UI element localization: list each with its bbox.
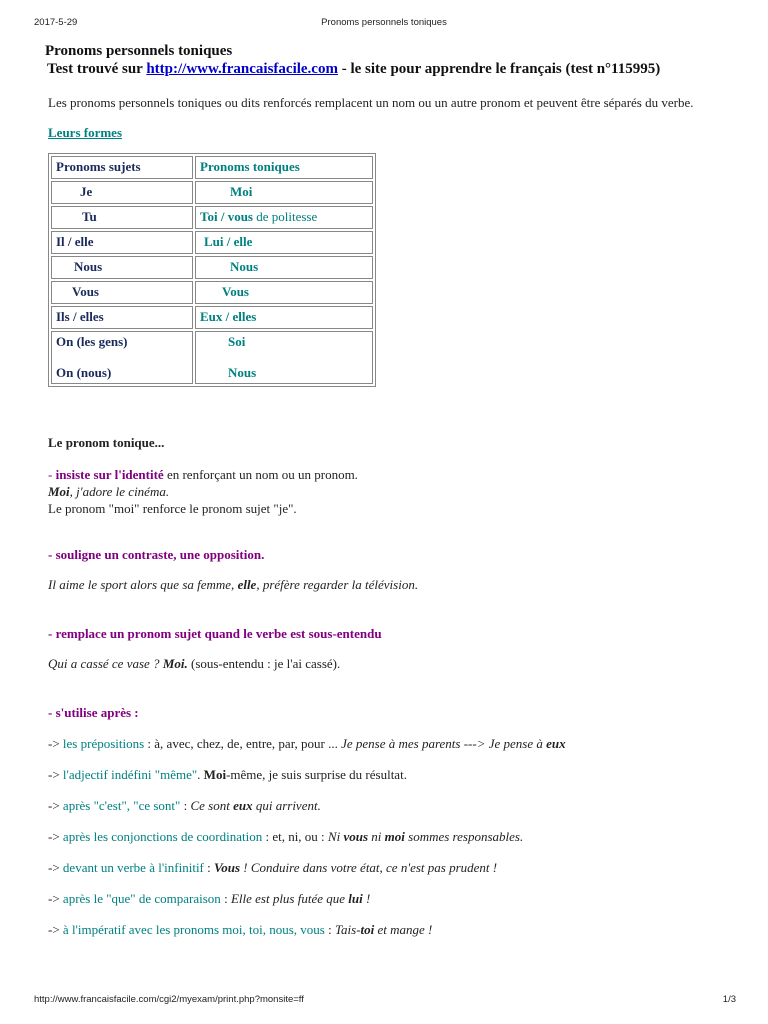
table-cell-subject: Nous (51, 256, 193, 279)
print-date: 2017-5-29 (34, 17, 78, 28)
intro-paragraph: Les pronoms personnels toniques ou dits renforcés remplacent un nom ou un autre pronom et peuvent être séparés du verbe. (48, 95, 694, 110)
table-cell-subject: Je (51, 181, 193, 204)
table-row (51, 181, 373, 204)
replace-heading: - remplace un pronom sujet quand le verbe est sous-entendu (48, 626, 382, 641)
identity-note: Le pronom "moi" renforce le pronom sujet "je". (48, 501, 297, 516)
source-line (47, 60, 660, 78)
identity-lead: insiste sur l'identité (55, 467, 164, 482)
list-item: -> devant un verbe à l'infinitif : Vous ! Conduire dans votre état, ce n'est pas prudent ! (48, 860, 498, 875)
after-heading: - s'utilise après : (48, 705, 139, 720)
source-suffix: - le site pour apprendre le français (test n°115995) (337, 61, 661, 77)
page-number: 1/3 (722, 994, 736, 1005)
table-row (51, 206, 373, 229)
document-title: Pronoms personnels toniques (45, 43, 233, 59)
pronouns-table (48, 153, 376, 387)
forms-heading: Leurs formes (48, 125, 123, 140)
footer-url: http://www.francaisfacile.com/cgi2/myexam/print.php?monsite=ff (34, 994, 304, 1005)
document-title-block (45, 42, 660, 78)
table-cell-tonic: Moi (195, 181, 373, 204)
list-item: -> après les conjonctions de coordination : et, ni, ou : Ni vous ni moi sommes responsables. (48, 829, 524, 844)
table-cell-tonic: Vous (195, 281, 373, 304)
table-cell-subject: Il / elle (51, 231, 193, 254)
table-cell-tonic: Eux / elles (195, 306, 373, 329)
list-item: -> après le "que" de comparaison : Elle est plus futée que lui ! (48, 891, 371, 906)
section-contrast: - souligne un contraste, une opposition. Il aime le sport alors que sa femme, elle, préfère regarder la télévision. (48, 547, 419, 592)
pronom-heading: Le pronom tonique... (48, 435, 165, 450)
main-content (48, 94, 728, 387)
table-row (51, 281, 373, 304)
list-item: -> l'adjectif indéfini "même". Moi-même, je suis surprise du résultat. (48, 767, 407, 782)
table-cell-tonic: Toi / vous de politesse (195, 206, 373, 229)
source-prefix: Test trouvé sur (47, 61, 143, 77)
table-row (51, 331, 373, 384)
table-row (51, 256, 373, 279)
table-cell-subject: Tu (51, 206, 193, 229)
table-row (51, 306, 373, 329)
print-title: Pronoms personnels toniques (321, 17, 447, 28)
table-cell-tonic: Lui / elle (195, 231, 373, 254)
section-replace: - remplace un pronom sujet quand le verbe est sous-entendu Qui a cassé ce vase ? Moi. (sous-entendu : je l'ai cassé). (48, 626, 382, 671)
table-row (51, 231, 373, 254)
source-link[interactable]: http://www.francaisfacile.com (146, 61, 338, 77)
table-header-row (51, 156, 373, 179)
table-cell-tonic: Soi Nous (195, 331, 373, 384)
contrast-heading: - souligne un contraste, une opposition. (48, 547, 265, 562)
politeness-note: de politesse (253, 209, 318, 224)
section-after (48, 704, 139, 721)
list-item: -> les prépositions : à, avec, chez, de, entre, par, pour ... Je pense à mes parents ---> Je pense à eux (48, 736, 566, 751)
table-cell-subject: On (les gens) On (nous) (51, 331, 193, 384)
table-cell-tonic: Nous (195, 256, 373, 279)
table-header-cell: Pronoms toniques (195, 156, 373, 179)
section-identity: - insiste sur l'identité en renforçant un nom ou un pronom. Moi, j'adore le cinéma. Le pronom "moi" renforce le pronom sujet "je". (48, 467, 358, 516)
list-item: -> après "c'est", "ce sont" : Ce sont eux qui arrivent. (48, 798, 321, 813)
table-cell-subject: Ils / elles (51, 306, 193, 329)
list-item: -> à l'impératif avec les pronoms moi, toi, nous, vous : Tais-toi et mange ! (48, 922, 433, 937)
table-header-cell: Pronoms sujets (51, 156, 193, 179)
table-cell-subject: Vous (51, 281, 193, 304)
